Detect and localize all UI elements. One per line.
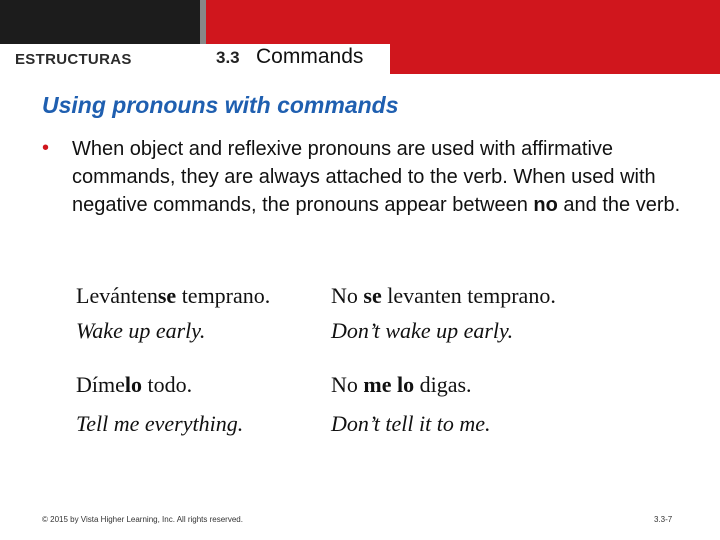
bullet-bold-word: no: [533, 194, 558, 216]
example-text: levanten temprano.: [381, 283, 556, 308]
bullet-text-after: and the verb.: [557, 194, 681, 216]
example-negative-2: [331, 372, 472, 398]
brand-label: ESTRUCTURAS: [15, 51, 132, 68]
slide-title: Using pronouns with commands: [42, 92, 399, 118]
example-pronoun: se: [157, 283, 177, 308]
bullet-text-before: When object and reflexive pronouns are used with affirmative commands, they are always attached to the verb. When used with negative commands, the pronouns appear between: [72, 138, 656, 216]
example-pronoun: me lo: [363, 372, 415, 397]
example-negative-translation-1: Don’t wake up early.: [331, 318, 514, 343]
example-text: temprano.: [176, 283, 271, 308]
example-negative-1: [331, 283, 556, 309]
page-number: 3.3-7: [654, 515, 673, 524]
bullet-text: [72, 135, 702, 219]
example-text: Díme: [76, 372, 125, 397]
section-number: 3.3: [216, 48, 240, 67]
example-negative-translation-2: Don’t tell it to me.: [331, 411, 491, 436]
section-title: Commands: [256, 45, 364, 68]
example-text: No: [331, 372, 364, 397]
example-affirmative-translation-2: Tell me everything.: [76, 411, 244, 436]
example-affirmative-2: [76, 372, 192, 398]
bullet-marker: •: [42, 137, 50, 159]
slide-header: [0, 0, 720, 74]
example-pronoun: se: [363, 283, 382, 308]
example-text: No: [331, 283, 364, 308]
example-text: todo.: [142, 372, 193, 397]
example-affirmative-1: [76, 283, 270, 309]
example-text: digas.: [414, 372, 472, 397]
example-pronoun: lo: [124, 372, 143, 397]
copyright-notice: © 2015 by Vista Higher Learning, Inc. All rights reserved.: [42, 515, 243, 524]
example-affirmative-translation-1: Wake up early.: [76, 318, 206, 343]
example-text: Levánten: [76, 283, 158, 308]
